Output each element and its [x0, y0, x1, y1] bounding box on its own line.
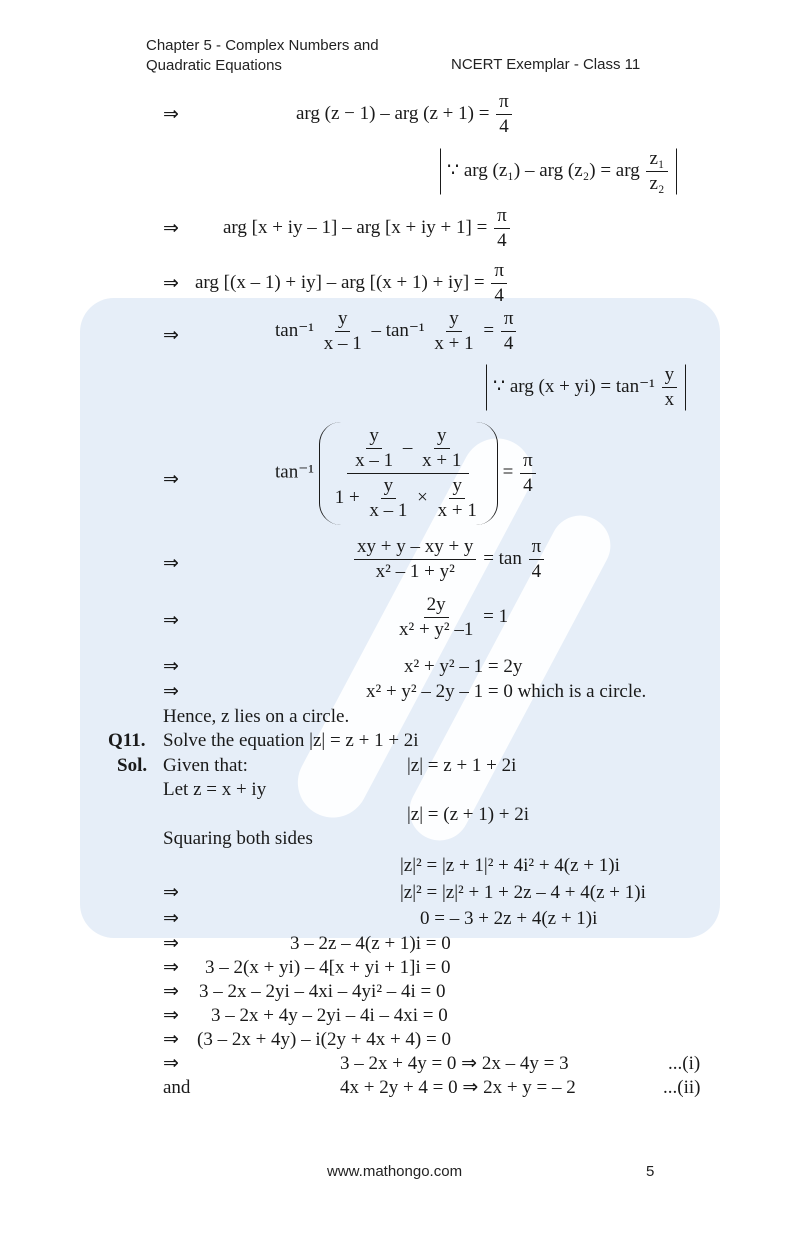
chapter-line-1: Chapter 5 - Complex Numbers and — [146, 37, 379, 54]
eq-lhs: arg [(x – 1) + iy] – arg [(x + 1) + iy] = — [195, 271, 485, 293]
denominator: 4 — [523, 474, 533, 496]
implies-arrow: ⇒ — [163, 325, 179, 346]
and-label: and — [163, 1077, 191, 1098]
eq-line-4: tan⁻¹ $\frac{y}{x - 1}$ – tan⁻¹ $\frac{y}{x + 1}$ = $\frac{\pi}{4}$ — [275, 309, 518, 354]
minus-sign: – — [402, 436, 413, 458]
implies-arrow: ⇒ — [163, 882, 179, 903]
equals-one: = 1 — [483, 605, 509, 627]
chapter-line-2: Quadratic Equations — [146, 57, 282, 74]
times-sign: × — [417, 486, 428, 508]
denominator: z₂ — [649, 172, 665, 194]
implies-arrow: ⇒ — [163, 610, 179, 631]
step-3: |z|² = |z|² + 1 + 2z – 4 + 4(z + 1)i — [400, 882, 646, 903]
numerator: π — [491, 261, 507, 284]
fraction — [496, 92, 512, 137]
numerator: y — [662, 365, 678, 388]
fraction — [321, 309, 365, 354]
denominator: x² – 1 + y² — [375, 560, 455, 582]
fraction — [419, 426, 464, 471]
tan-inverse: tan⁻¹ — [275, 319, 314, 341]
question-label: Q11. — [108, 730, 146, 751]
fraction — [354, 537, 476, 582]
implies-arrow: ⇒ — [163, 469, 179, 490]
tan-inverse: tan⁻¹ — [385, 319, 425, 341]
page-number: 5 — [646, 1163, 655, 1180]
compound-fraction — [332, 426, 485, 521]
denominator: x + 1 — [434, 332, 474, 354]
implies-arrow: ⇒ — [163, 957, 179, 978]
step-4: 0 = – 3 + 2z + 4(z + 1)i — [420, 908, 598, 929]
eq-lhs: arg (z − 1) – arg (z + 1) = — [296, 102, 490, 124]
step-5: 3 – 2z – 4(z + 1)i = 0 — [290, 933, 451, 954]
implies-arrow: ⇒ — [163, 933, 179, 954]
implies-arrow: ⇒ — [163, 553, 179, 574]
implies-arrow: ⇒ — [163, 1005, 179, 1026]
denominator: x – 1 — [323, 332, 362, 354]
bracket-box — [486, 364, 686, 411]
fraction — [396, 595, 476, 640]
tan-label: = tan — [483, 547, 522, 569]
equation-tag-ii: ...(ii) — [663, 1077, 701, 1098]
reason-text: ∵ arg (z₁) – arg (z₂) = arg — [447, 159, 640, 181]
numerator: y — [381, 476, 397, 499]
step-9: (3 – 2x + 4y) – i(2y + 4x + 4) = 0 — [197, 1029, 451, 1050]
fraction — [494, 206, 510, 251]
fraction — [491, 261, 507, 306]
numerator: π — [520, 451, 536, 474]
denominator: x² + y² –1 — [399, 618, 474, 640]
eq-line-2 — [223, 206, 512, 251]
solution-label: Sol. — [117, 755, 148, 776]
denominator: 4 — [503, 332, 514, 354]
fraction — [501, 309, 517, 354]
chapter-title — [146, 37, 379, 74]
numerator: π — [529, 537, 545, 560]
implies-arrow: ⇒ — [163, 908, 179, 929]
step-6: 3 – 2(x + yi) – 4[x + yi + 1]i = 0 — [205, 957, 451, 978]
numerator: 2y — [424, 595, 449, 618]
eq-lhs: arg [x + iy – 1] – arg [x + iy + 1] = — [223, 216, 488, 238]
squaring-note: Squaring both sides — [163, 828, 313, 849]
numerator: z₁ — [646, 149, 667, 172]
step-10: 3 – 2x + 4y = 0 ⇒ 2x – 4y = 3 — [340, 1053, 569, 1074]
implies-arrow: ⇒ — [163, 681, 179, 702]
fraction — [435, 476, 480, 521]
numerator: y — [335, 309, 351, 332]
denominator: x – 1 — [355, 449, 394, 471]
denominator: 4 — [531, 560, 542, 582]
reason-1 — [440, 148, 677, 195]
book-title: NCERT Exemplar - Class 11 — [451, 56, 641, 73]
denominator: 4 — [494, 284, 504, 306]
implies-arrow: ⇒ — [163, 981, 179, 1002]
numerator: y — [434, 426, 450, 449]
reason-2 — [486, 364, 686, 411]
step-11: 4x + 2y + 4 = 0 ⇒ 2x + y = – 2 — [340, 1077, 576, 1098]
numerator: π — [494, 206, 510, 229]
footer-site: www.mathongo.com — [327, 1163, 463, 1180]
numerator — [347, 426, 469, 474]
fraction — [529, 537, 545, 582]
parenthesis — [319, 422, 498, 525]
eq-line-7 — [394, 595, 508, 640]
implies-arrow: ⇒ — [163, 1029, 179, 1050]
bracket-box — [440, 148, 677, 195]
numerator: π — [496, 92, 512, 115]
eq-line-8: x² + y² – 1 = 2y — [404, 656, 523, 677]
given-equation: |z| = z + 1 + 2i — [407, 755, 517, 776]
fraction — [431, 309, 476, 354]
eq-line-3 — [195, 261, 509, 306]
step-2: |z|² = |z + 1|² + 4i² + 4(z + 1)i — [400, 855, 620, 876]
numerator: π — [501, 309, 517, 332]
denominator: x + 1 — [422, 449, 462, 471]
denominator: 4 — [499, 115, 509, 137]
fraction — [366, 476, 410, 521]
denominator: x + 1 — [437, 499, 477, 521]
numerator: y — [446, 309, 462, 332]
reason-text: ∵ arg (x + yi) = tan⁻¹ — [493, 375, 655, 397]
conclusion: Hence, z lies on a circle. — [163, 706, 350, 727]
denominator — [332, 474, 485, 521]
fraction — [520, 451, 536, 496]
denominator: x – 1 — [369, 499, 408, 521]
eq-line-5: tan⁻¹ $\frac{y}{x - 1}$ – $\frac{y}{x + 1}$ 1 + $\frac{y}{x - 1}$ × $\frac{y}{x + 1}$ = $\frac{\pi}{4}$ — [275, 422, 538, 525]
equation-tag-i: ...(i) — [668, 1053, 701, 1074]
implies-arrow: ⇒ — [163, 218, 179, 239]
fraction — [662, 365, 678, 410]
numerator: xy + y – xy + y — [354, 537, 476, 560]
fraction — [352, 426, 396, 471]
tan-inverse: tan⁻¹ — [275, 461, 314, 483]
denominator: x — [664, 388, 675, 410]
minus-sign: – — [371, 319, 381, 341]
implies-arrow: ⇒ — [163, 273, 179, 294]
step-7: 3 – 2x – 2yi – 4xi – 4yi² – 4i = 0 — [199, 981, 446, 1002]
let-statement: Let z = x + iy — [163, 779, 267, 800]
eq-line-1 — [296, 92, 514, 137]
implies-arrow: ⇒ — [163, 656, 179, 677]
implies-arrow: ⇒ — [163, 1053, 179, 1074]
question-text: Solve the equation |z| = z + 1 + 2i — [163, 730, 419, 751]
implies-arrow: ⇒ — [163, 104, 179, 125]
step-1: |z| = (z + 1) + 2i — [407, 804, 530, 825]
eq-line-6 — [352, 537, 546, 582]
numerator: y — [449, 476, 465, 499]
given-label: Given that: — [163, 755, 248, 776]
numerator: y — [366, 426, 382, 449]
denominator: 4 — [497, 229, 507, 251]
one-plus: 1 + — [334, 486, 360, 508]
eq-line-9: x² + y² – 2y – 1 = 0 which is a circle. — [366, 681, 647, 702]
step-8: 3 – 2x + 4y – 2yi – 4i – 4xi = 0 — [211, 1005, 448, 1026]
fraction — [646, 149, 667, 194]
